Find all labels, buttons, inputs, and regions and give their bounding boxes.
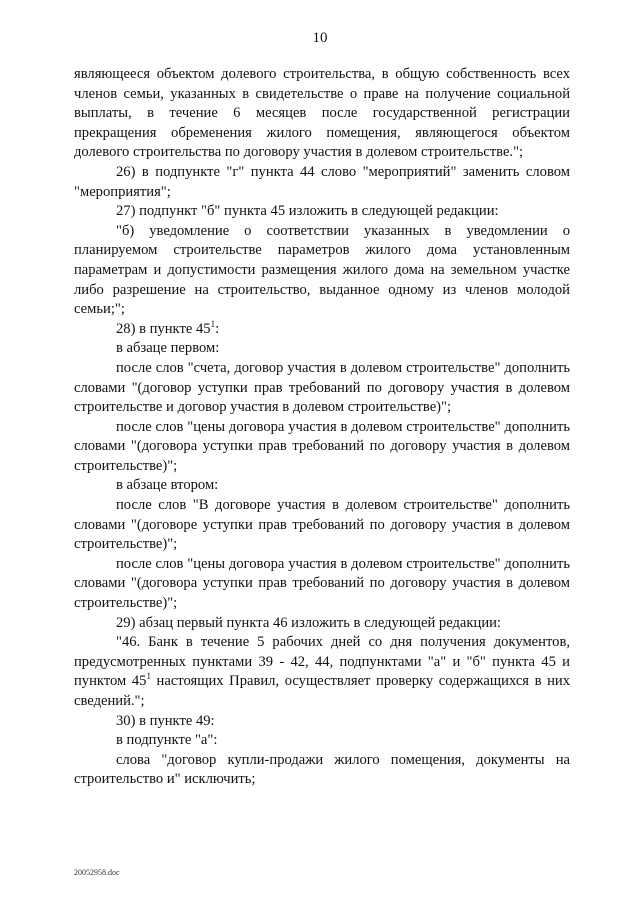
paragraph-after-words-3: после слов "В договоре участия в долевом строительстве" дополнить словами "(договоре уступки прав требований по договору участия в долевом строительстве)"; xyxy=(74,497,570,553)
paragraph-after-words-2: после слов "цены договора участия в долевом строительстве" дополнить словами "(договора уступки прав требований по договору участия в долевом строительстве)"; xyxy=(74,418,570,474)
paragraph-28-heading xyxy=(74,320,570,340)
paragraph-28-heading-after: : xyxy=(215,320,220,337)
paragraph-46-text-after: настоящих Правил, осуществляет проверку содержащихся в них сведений."; xyxy=(74,673,571,709)
paragraph-46-text xyxy=(74,633,570,711)
paragraph-26: 26) в подпункте "г" пункта 44 слово "мероприятий" заменить словом "мероприятия"; xyxy=(74,163,570,200)
paragraph-30-heading: 30) в пункте 49: xyxy=(116,712,215,729)
paragraph-after-words-1: после слов "счета, договор участия в долевом строительстве" дополнить словами "(договор уступки прав требований по договору участия в долевом строительстве и договор участия в долевом строительстве)"; xyxy=(74,359,570,416)
paragraph-words-excluded: слова "договор купли-продажи жилого помещения, документы на строительство и" исключить; xyxy=(74,751,570,788)
paragraph-29-heading: 29) абзац первый пункта 46 изложить в следующей редакции: xyxy=(116,614,501,631)
paragraph-46-text-main: "46. Банк в течение 5 рабочих дней со дня получения документов, предусмотренных пунктами 39 - 42, 44, подпунктами "а" и "б" пункта 45 и пунктом 45 xyxy=(74,634,570,690)
page-number: 10 xyxy=(312,30,328,46)
paragraph-subpoint-a: в подпункте "а": xyxy=(116,732,218,749)
paragraph-27-heading: 27) подпункт "б" пункта 45 изложить в следующей редакции: xyxy=(116,203,499,220)
paragraph-abzac-2: в абзаце втором: xyxy=(116,477,219,494)
document-body xyxy=(74,65,570,790)
footer-filename: 20052958.doc xyxy=(74,868,120,877)
paragraph-28-heading-text: 28) в пункте 45 xyxy=(116,320,211,337)
superscript: 1 xyxy=(146,671,151,682)
paragraph-after-words-4: после слов "цены договора участия в долевом строительстве" дополнить словами "(договора уступки прав требований по договору участия в долевом строительстве)"; xyxy=(74,555,570,612)
superscript: 1 xyxy=(210,318,216,329)
paragraph-abzac-1: в абзаце первом: xyxy=(116,340,220,357)
paragraph-27-text: "б) уведомление о соответствии указанных в уведомлении о планируемом строительстве параметров жилого дома установленным параметрам и допустимости размещения жилого дома на земельном участке либо разрешение на строительство, выданное одному из членов молодой семьи;"; xyxy=(74,222,570,318)
paragraph-0: являющееся объектом долевого строительства, в общую собственность всех членов семьи, указанных в свидетельстве о праве на получение социальной выплаты, в течение 6 месяцев после государственной регистрации прекращения обременения жилого помещения, являющегося объектом долевого строительства по договору участия в долевом строительстве."; xyxy=(74,66,570,161)
